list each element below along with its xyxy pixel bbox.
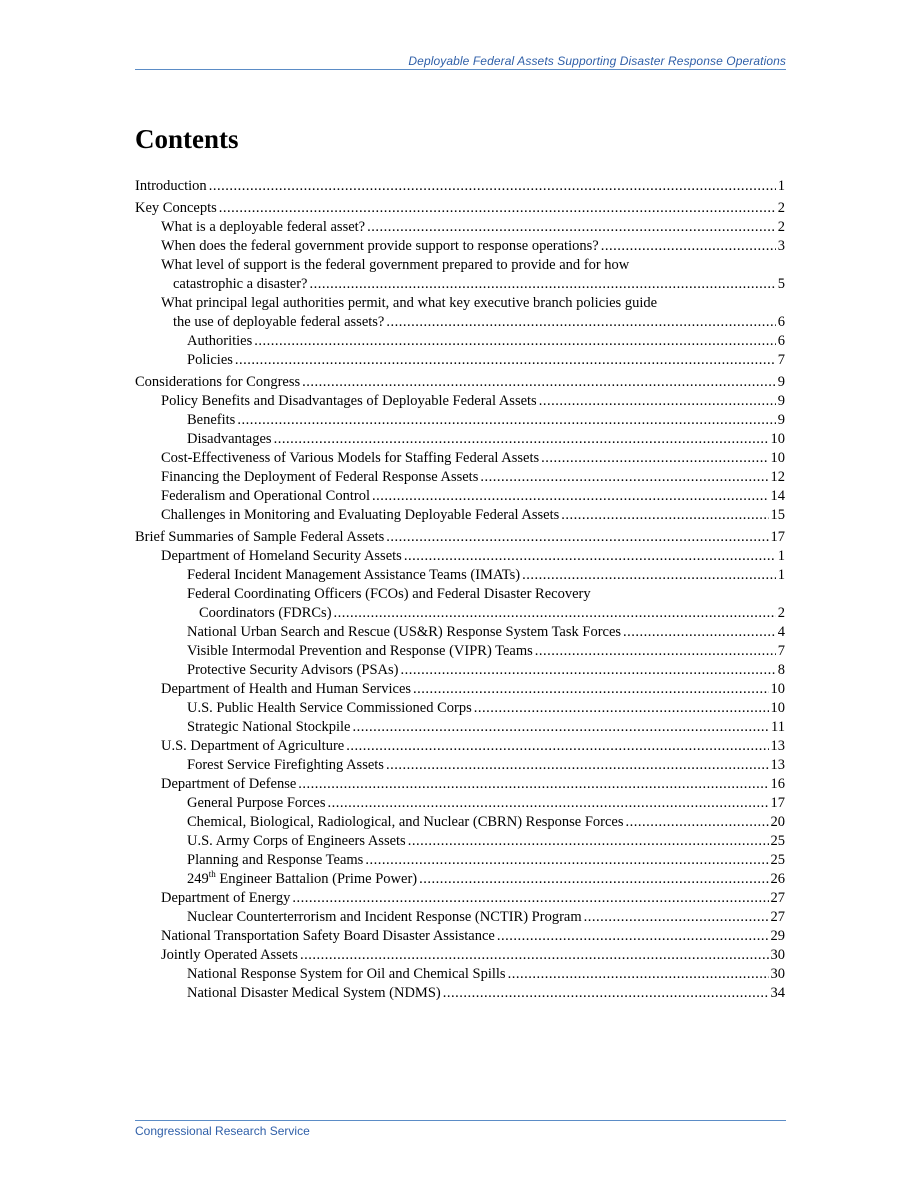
toc-entry-page-number: 2 (777, 200, 785, 216)
toc-entry[interactable] (135, 984, 785, 1003)
toc-entry-page-number: 5 (777, 276, 785, 292)
toc-entry-page-number: 30 (770, 966, 785, 982)
dot-leader (443, 984, 769, 1003)
toc-entry-page-number: 30 (770, 947, 785, 963)
toc-entry-page-number: 6 (777, 333, 785, 349)
toc-entry[interactable] (135, 449, 785, 468)
dot-leader (300, 946, 769, 965)
toc-entry-page-number: 9 (777, 393, 785, 409)
toc-entry-label: Financing the Deployment of Federal Response Assets (161, 469, 479, 485)
toc-entry[interactable] (135, 373, 785, 392)
dot-leader (209, 177, 776, 196)
dot-leader (408, 832, 769, 851)
dot-leader (365, 851, 768, 870)
toc-entry-page-number: 27 (770, 890, 785, 906)
toc-entry-label: Jointly Operated Assets (161, 947, 298, 963)
toc-entry-label: Authorities (187, 333, 253, 349)
toc-entry-label: Protective Security Advisors (PSAs) (187, 662, 399, 678)
table-of-contents (135, 174, 785, 1003)
toc-entry-label: Key Concepts (135, 200, 217, 216)
toc-entry-label: Department of Health and Human Services (161, 681, 412, 697)
dot-leader (372, 487, 769, 506)
toc-entry-label: Visible Intermodal Prevention and Response (VIPR) Teams (187, 643, 533, 659)
toc-entry-label: Federalism and Operational Control (161, 488, 370, 504)
dot-leader (274, 430, 769, 449)
running-header (135, 54, 786, 70)
dot-leader (522, 566, 776, 585)
toc-entry[interactable] (135, 794, 785, 813)
toc-entry-label: U.S. Army Corps of Engineers Assets (187, 833, 406, 849)
toc-entry-page-number: 4 (777, 624, 785, 640)
toc-entry[interactable] (135, 528, 785, 547)
toc-entry-page-number: 13 (770, 738, 785, 754)
toc-entry[interactable] (135, 908, 785, 927)
toc-entry-label-ordinal: th (208, 869, 216, 880)
toc-entry[interactable] (135, 199, 785, 218)
toc-entry-label-rest: Engineer Battalion (Prime Power) (215, 871, 418, 887)
toc-entry-page-number: 13 (770, 757, 785, 773)
toc-entry[interactable] (135, 332, 785, 351)
toc-entry-page-number: 26 (770, 871, 785, 887)
toc-entry-page-number: 10 (770, 450, 785, 466)
toc-entry-page-number: 12 (770, 469, 785, 485)
toc-entry-label: Chemical, Biological, Radiological, and Nuclear (CBRN) Response Forces (187, 814, 624, 830)
toc-entry-page-number: 34 (770, 985, 785, 1001)
toc-entry-page-number: 1 (777, 178, 785, 194)
toc-entry[interactable] (135, 965, 785, 984)
toc-entry[interactable] (135, 392, 785, 411)
toc-entry-label: Policies (187, 352, 233, 368)
dot-leader (367, 218, 776, 237)
toc-entry[interactable] (135, 680, 785, 699)
dot-leader (334, 604, 776, 623)
toc-entry[interactable] (135, 468, 785, 487)
toc-entry-label: Federal Incident Management Assistance Teams (IMATs) (187, 567, 521, 583)
toc-entry-label: What is a deployable federal asset? (161, 219, 366, 235)
dot-leader (497, 927, 769, 946)
toc-entry-page-number: 17 (770, 529, 785, 545)
toc-entry-label: Coordinators (FDRCs) (199, 605, 332, 621)
dot-leader (309, 275, 775, 294)
toc-entry[interactable] (135, 775, 785, 794)
toc-entry-label: General Purpose Forces (187, 795, 326, 811)
toc-entry-page-number: 2 (777, 605, 785, 621)
dot-leader (419, 870, 768, 889)
dot-leader (601, 237, 776, 256)
toc-entry-label: U.S. Department of Agriculture (161, 738, 345, 754)
toc-entry-label: Considerations for Congress (135, 374, 301, 390)
toc-entry-label: Nuclear Counterterrorism and Incident Response (NCTIR) Program (187, 909, 582, 925)
dot-leader (535, 642, 776, 661)
toc-entry[interactable] (135, 851, 785, 870)
dot-leader (623, 623, 776, 642)
toc-entry[interactable] (135, 256, 785, 294)
dot-leader (400, 661, 775, 680)
dot-leader (561, 506, 768, 525)
toc-entry-page-number: 16 (770, 776, 785, 792)
toc-entry-page-number: 10 (770, 700, 785, 716)
toc-entry[interactable] (135, 506, 785, 525)
toc-entry-page-number: 10 (770, 681, 785, 697)
toc-entry[interactable] (135, 813, 785, 832)
toc-entry-page-number: 14 (770, 488, 785, 504)
dot-leader (237, 411, 775, 430)
toc-entry-page-number: 6 (777, 314, 785, 330)
dot-leader (386, 313, 775, 332)
toc-entry-label-number: 249 (187, 871, 209, 887)
toc-entry-label: Department of Energy (161, 890, 291, 906)
toc-entry-label: National Response System for Oil and Chemical Spills (187, 966, 506, 982)
toc-entry[interactable] (135, 430, 785, 449)
toc-entry[interactable] (135, 177, 785, 196)
toc-entry[interactable] (135, 832, 785, 851)
dot-leader (254, 332, 776, 351)
toc-entry[interactable] (135, 927, 785, 946)
toc-entry-label: Introduction (135, 178, 207, 194)
toc-entry[interactable] (135, 351, 785, 370)
toc-entry-label: When does the federal government provide support to response operations? (161, 238, 599, 254)
toc-entry-label: Benefits (187, 412, 236, 428)
toc-entry-page-number: 20 (770, 814, 785, 830)
toc-entry[interactable] (135, 870, 785, 889)
toc-entry-first-line: What level of support is the federal government prepared to provide and for how (161, 257, 630, 273)
dot-leader (626, 813, 769, 832)
toc-entry-page-number: 9 (777, 374, 785, 390)
footer-publisher: Congressional Research Service (135, 1124, 310, 1138)
toc-entry-label: catastrophic a disaster? (173, 276, 308, 292)
toc-entry-page-number: 25 (770, 852, 785, 868)
toc-entry-label: Department of Defense (161, 776, 297, 792)
toc-entry-label: U.S. Public Health Service Commissioned Corps (187, 700, 472, 716)
dot-leader (508, 965, 769, 984)
toc-entry-label: Disadvantages (187, 431, 272, 447)
toc-entry[interactable] (135, 699, 785, 718)
toc-entry-label: National Disaster Medical System (NDMS) (187, 985, 441, 1001)
toc-entry[interactable] (135, 294, 785, 332)
toc-entry-page-number: 25 (770, 833, 785, 849)
dot-leader (346, 737, 768, 756)
dot-leader (235, 351, 776, 370)
toc-entry[interactable] (135, 889, 785, 908)
toc-entry[interactable] (135, 756, 785, 775)
dot-leader (474, 699, 769, 718)
running-title: Deployable Federal Assets Supporting Disaster Response Operations (408, 54, 786, 68)
toc-entry-label: Challenges in Monitoring and Evaluating Deployable Federal Assets (161, 507, 560, 523)
dot-leader (298, 775, 768, 794)
toc-entry-page-number: 27 (770, 909, 785, 925)
dot-leader (480, 468, 768, 487)
toc-entry-page-number: 3 (777, 238, 785, 254)
dot-leader (353, 718, 770, 737)
toc-entry[interactable] (135, 237, 785, 256)
toc-entry-label: Brief Summaries of Sample Federal Assets (135, 529, 385, 545)
toc-entry-page-number: 9 (777, 412, 785, 428)
toc-entry-page-number: 1 (777, 567, 785, 583)
toc-entry[interactable] (135, 487, 785, 506)
toc-entry[interactable] (135, 218, 785, 237)
dot-leader (219, 199, 776, 218)
toc-entry-page-number: 2 (777, 219, 785, 235)
toc-entry-page-number: 17 (770, 795, 785, 811)
toc-entry[interactable] (135, 661, 785, 680)
toc-entry-page-number: 1 (777, 548, 785, 564)
toc-entry-label: National Urban Search and Rescue (US&R) Response System Task Forces (187, 624, 622, 640)
toc-entry-label: Department of Homeland Security Assets (161, 548, 402, 564)
toc-entry-page-number: 10 (770, 431, 785, 447)
toc-entry-label: Policy Benefits and Disadvantages of Deployable Federal Assets (161, 393, 537, 409)
dot-leader (539, 392, 776, 411)
toc-entry[interactable] (135, 737, 785, 756)
toc-entry[interactable] (135, 585, 785, 623)
toc-entry[interactable] (135, 946, 785, 965)
toc-entry[interactable] (135, 566, 785, 585)
toc-entry-page-number: 29 (770, 928, 785, 944)
toc-entry-page-number: 8 (777, 662, 785, 678)
toc-entry[interactable] (135, 642, 785, 661)
toc-entry-label (187, 870, 417, 889)
dot-leader (386, 528, 768, 547)
toc-entry-page-number: 7 (777, 643, 785, 659)
toc-entry-first-line: What principal legal authorities permit, and what key executive branch policies guide (161, 295, 658, 311)
dot-leader (541, 449, 768, 468)
page-footer (135, 1120, 786, 1138)
toc-entry-label: Cost-Effectiveness of Various Models for Staffing Federal Assets (161, 450, 540, 466)
toc-entry-label: Strategic National Stockpile (187, 719, 351, 735)
toc-entry[interactable] (135, 547, 785, 566)
toc-entry-page-number: 7 (777, 352, 785, 368)
dot-leader (413, 680, 768, 699)
toc-entry-label: Forest Service Firefighting Assets (187, 757, 384, 773)
dot-leader (328, 794, 769, 813)
toc-entry-label: the use of deployable federal assets? (173, 314, 385, 330)
toc-entry-first-line: Federal Coordinating Officers (FCOs) and Federal Disaster Recovery (187, 586, 591, 602)
dot-leader (386, 756, 769, 775)
toc-entry[interactable] (135, 623, 785, 642)
dot-leader (404, 547, 776, 566)
dot-leader (292, 889, 768, 908)
dot-leader (584, 908, 769, 927)
toc-entry-page-number: 11 (771, 719, 785, 735)
toc-entry-label: National Transportation Safety Board Disaster Assistance (161, 928, 495, 944)
toc-entry-label: Planning and Response Teams (187, 852, 364, 868)
toc-entry[interactable] (135, 718, 785, 737)
toc-entry[interactable] (135, 411, 785, 430)
dot-leader (302, 373, 776, 392)
toc-entry-page-number: 15 (770, 507, 785, 523)
page-title: Contents (135, 124, 239, 154)
